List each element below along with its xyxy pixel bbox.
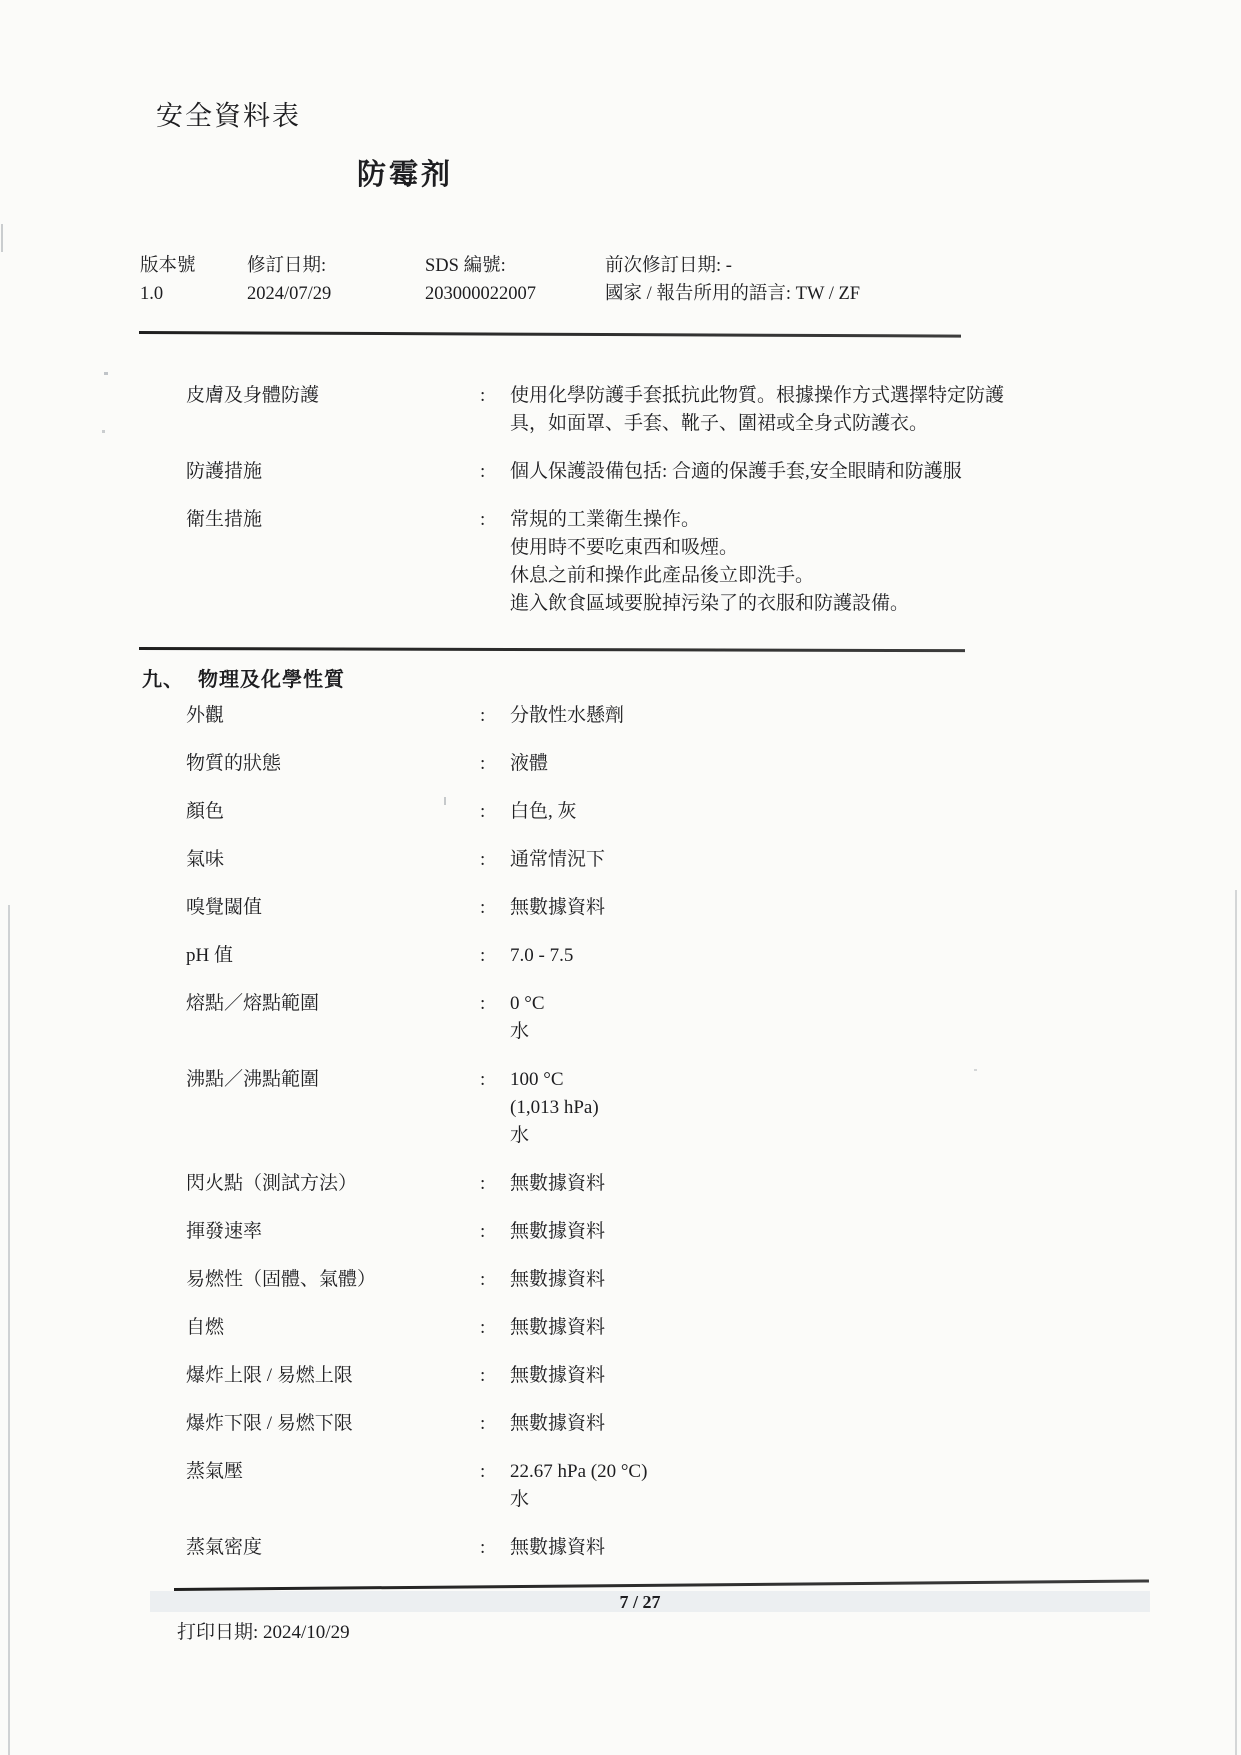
row-label: 蒸氣壓 <box>186 1461 244 1482</box>
revision-date-value: 2024/07/29 <box>247 284 332 304</box>
row-value <box>510 894 1166 922</box>
value-line: 白色, 灰 <box>510 801 577 822</box>
scan-edge-artifact <box>1235 890 1237 1755</box>
row-colon: : <box>480 945 486 966</box>
previous-revision-label: 前次修訂日期: - <box>605 256 732 276</box>
value-line: 無數據資料 <box>510 897 606 918</box>
row-label: 揮發速率 <box>186 1221 263 1242</box>
property-row <box>186 702 1166 730</box>
row-value <box>510 506 1166 618</box>
row-label: 嗅覺閾值 <box>186 897 263 918</box>
header-divider-line <box>139 331 961 338</box>
row-colon: : <box>480 1221 486 1242</box>
row-colon: : <box>480 1069 486 1090</box>
sds-number-label: SDS 編號: <box>425 256 506 276</box>
property-row <box>186 942 1166 970</box>
property-row <box>186 458 1166 486</box>
scan-speck <box>974 1069 977 1071</box>
value-line: 100 °C <box>510 1069 564 1090</box>
scan-edge-artifact <box>8 905 10 1755</box>
print-date: 打印日期: 2024/10/29 <box>177 1622 350 1643</box>
value-line: 水 <box>510 1489 530 1510</box>
row-label: 物質的狀態 <box>186 753 282 774</box>
row-colon: : <box>480 1317 486 1338</box>
row-colon: : <box>480 1413 486 1434</box>
row-value <box>510 750 1166 778</box>
value-line: 進入飲食區域要脫掉污染了的衣服和防護設備。 <box>510 593 910 614</box>
document-title: 安全資料表 <box>156 101 301 131</box>
row-label: 爆炸上限 / 易燃上限 <box>186 1365 353 1386</box>
value-line: 休息之前和操作此產品後立即洗手。 <box>510 565 815 586</box>
row-colon: : <box>480 1269 486 1290</box>
row-label: pH 值 <box>186 945 233 966</box>
value-line: 個人保護設備包括: 合適的保護手套,安全眼睛和防護服 <box>510 461 962 482</box>
row-label: 衛生措施 <box>186 509 263 530</box>
property-row <box>186 894 1166 922</box>
version-value: 1.0 <box>140 284 164 304</box>
property-row <box>186 382 1166 438</box>
value-line: 使用化學防護手套抵抗此物質。根據操作方式選擇特定防護 <box>510 385 1005 406</box>
property-row <box>186 1066 1166 1150</box>
row-colon: : <box>480 1537 486 1558</box>
row-colon: : <box>480 801 486 822</box>
property-row <box>186 1362 1166 1390</box>
row-label: 爆炸下限 / 易燃下限 <box>186 1413 353 1434</box>
value-line: 無數據資料 <box>510 1413 606 1434</box>
property-row <box>186 1534 1166 1562</box>
value-line: 通常情況下 <box>510 849 606 870</box>
property-row <box>186 1266 1166 1294</box>
section9-rows <box>186 702 1166 1582</box>
product-name: 防霉剂 <box>357 159 454 191</box>
row-value <box>510 1410 1166 1438</box>
scan-speck <box>104 372 108 375</box>
section-divider-line <box>139 647 965 652</box>
property-row <box>186 1410 1166 1438</box>
row-colon: : <box>480 849 486 870</box>
value-line: 無數據資料 <box>510 1317 606 1338</box>
property-row <box>186 1218 1166 1246</box>
row-value <box>510 1458 1166 1514</box>
scan-speck <box>444 797 446 805</box>
row-colon: : <box>480 1365 486 1386</box>
value-line: 無數據資料 <box>510 1269 606 1290</box>
value-line: 22.67 hPa (20 °C) <box>510 1461 648 1482</box>
version-label: 版本號 <box>140 256 196 276</box>
value-line: 7.0 - 7.5 <box>510 945 574 966</box>
value-line: (1,013 hPa) <box>510 1097 599 1118</box>
row-label: 自燃 <box>186 1317 225 1338</box>
row-value <box>510 990 1166 1046</box>
value-line: 無數據資料 <box>510 1365 606 1386</box>
sds-number-block <box>425 252 536 308</box>
previous-revision-block <box>605 252 860 308</box>
value-line: 水 <box>510 1021 530 1042</box>
scan-speck <box>102 430 105 433</box>
value-line: 無數據資料 <box>510 1173 606 1194</box>
row-value <box>510 1314 1166 1342</box>
version-block <box>140 252 196 308</box>
row-label: 外觀 <box>186 705 225 726</box>
property-row <box>186 798 1166 826</box>
row-label: 沸點／沸點範圍 <box>186 1069 320 1090</box>
row-value <box>510 846 1166 874</box>
property-row <box>186 846 1166 874</box>
row-colon: : <box>480 753 486 774</box>
row-label: 皮膚及身體防護 <box>186 385 320 406</box>
row-value <box>510 382 1166 438</box>
property-row <box>186 1458 1166 1514</box>
revision-date-label: 修訂日期: <box>247 256 327 276</box>
value-line: 使用時不要吃東西和吸煙。 <box>510 537 739 558</box>
row-label: 防護措施 <box>186 461 263 482</box>
row-value <box>510 1218 1166 1246</box>
value-line: 無數據資料 <box>510 1221 606 1242</box>
property-row <box>186 750 1166 778</box>
section9-title: 物理及化學性質 <box>198 669 345 691</box>
row-value <box>510 702 1166 730</box>
section9-heading <box>142 663 345 692</box>
page-number: 7 / 27 <box>619 1592 661 1612</box>
row-value <box>510 1266 1166 1294</box>
row-colon: : <box>480 993 486 1014</box>
scan-edge-artifact <box>1 224 3 252</box>
row-value <box>510 458 1166 486</box>
property-row <box>186 506 1166 618</box>
sds-number-value: 203000022007 <box>425 284 536 304</box>
row-value <box>510 1362 1166 1390</box>
row-label: 易燃性（固體、氣體） <box>186 1269 377 1290</box>
row-colon: : <box>480 705 486 726</box>
country-language-label: 國家 / 報告所用的語言: TW / ZF <box>605 284 861 304</box>
row-label: 顏色 <box>186 801 225 822</box>
protection-rows <box>186 382 1166 638</box>
row-value <box>510 942 1166 970</box>
section9-number: 九、 <box>142 669 184 691</box>
row-colon: : <box>480 897 486 918</box>
property-row <box>186 990 1166 1046</box>
value-line: 液體 <box>510 753 549 774</box>
row-value <box>510 1066 1166 1150</box>
row-label: 氣味 <box>186 849 225 870</box>
row-colon: : <box>480 1173 486 1194</box>
value-line: 分散性水懸劑 <box>510 705 625 726</box>
row-label: 熔點／熔點範圍 <box>186 993 320 1014</box>
row-colon: : <box>480 461 486 482</box>
value-line: 水 <box>510 1125 530 1146</box>
value-line: 無數據資料 <box>510 1537 606 1558</box>
row-value <box>510 798 1166 826</box>
property-row <box>186 1170 1166 1198</box>
row-label: 蒸氣密度 <box>186 1537 263 1558</box>
property-row <box>186 1314 1166 1342</box>
row-colon: : <box>480 385 486 406</box>
row-colon: : <box>480 509 486 530</box>
row-colon: : <box>480 1461 486 1482</box>
row-value <box>510 1534 1166 1562</box>
value-line: 具，如面罩、手套、靴子、圍裙或全身式防護衣。 <box>510 413 929 434</box>
value-line: 常規的工業衛生操作。 <box>510 509 701 530</box>
row-label: 閃火點（測試方法） <box>186 1173 358 1194</box>
row-value <box>510 1170 1166 1198</box>
value-line: 0 °C <box>510 993 545 1014</box>
revision-date-block <box>247 252 331 308</box>
